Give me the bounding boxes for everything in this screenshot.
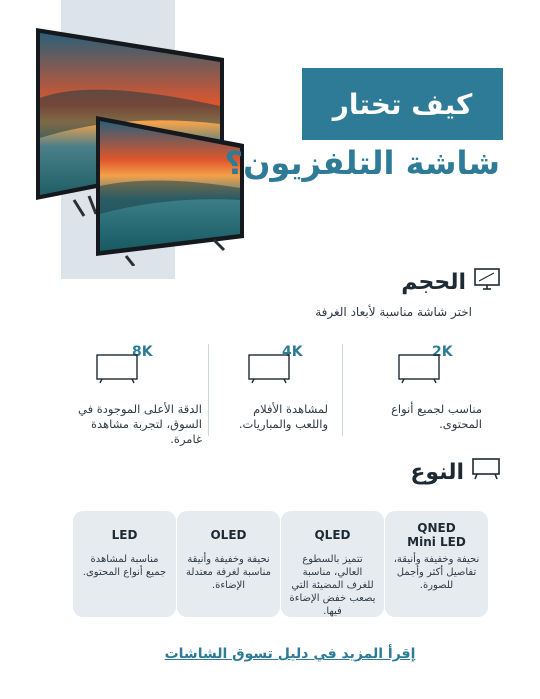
type-card-description: نحيفة وخفيفة وأنيقة مناسبة لغرفة معتدلة الإضاءة. <box>186 554 271 591</box>
monitor-icon <box>474 268 500 296</box>
size-heading-text: الحجم <box>401 269 466 295</box>
type-heading-text: النوع <box>410 459 464 485</box>
size-section-heading <box>401 268 500 296</box>
size-option-2k <box>362 340 520 440</box>
tv-outline-icon <box>248 354 290 388</box>
type-card-title: OLED <box>210 528 247 542</box>
type-card-description: نحيفة وخفيفة وأنيقة، تفاصيل أكثر وأجمل للصورة. <box>393 554 480 591</box>
divider <box>208 344 209 436</box>
size-option-label: 8K <box>132 344 153 360</box>
size-option-description: لمشاهدة الأفلام واللعب والمباريات. <box>238 402 328 431</box>
type-card-title: QLED <box>314 528 351 542</box>
type-section-heading <box>410 458 500 486</box>
type-card-description: تتميز بالسطوع العالي، مناسبة للغرف المضيئة التي يصعب خفض الإضاءة فيها. <box>289 554 376 617</box>
size-option-description: مناسب لجميع أنواع المحتوى. <box>391 402 482 431</box>
tv-icon <box>472 458 500 486</box>
page-title-line2: شاشة التلفزيون؟ <box>224 144 500 182</box>
type-card-title: QNED Mini LED <box>407 521 466 549</box>
tv-outline-icon <box>398 354 440 388</box>
tv-image-front <box>96 116 248 266</box>
type-card-qled <box>281 511 384 617</box>
read-more-link[interactable]: إقرأ المزيد في دليل تسوق الشاشات <box>164 646 416 662</box>
page-title-line1: كيف تختار <box>332 87 473 121</box>
type-card-qned <box>385 511 488 617</box>
type-card-title: LED <box>111 528 138 542</box>
size-option-8k <box>50 340 208 446</box>
size-subtitle: اختر شاشة مناسبة لأبعاد الغرفة <box>315 305 472 319</box>
title-box <box>302 68 503 140</box>
size-option-4k <box>208 340 366 440</box>
size-option-description: الدقة الأعلى الموجودة في السوق، لتجربة مشاهدة غامرة. <box>78 402 202 446</box>
tv-outline-icon <box>96 354 138 388</box>
type-card-oled <box>177 511 280 617</box>
size-option-label: 2K <box>432 344 453 360</box>
type-card-led <box>73 511 176 617</box>
type-card-description: مناسبة لمشاهدة جميع أنواع المحتوى. <box>82 554 167 578</box>
size-option-label: 4K <box>282 344 303 360</box>
